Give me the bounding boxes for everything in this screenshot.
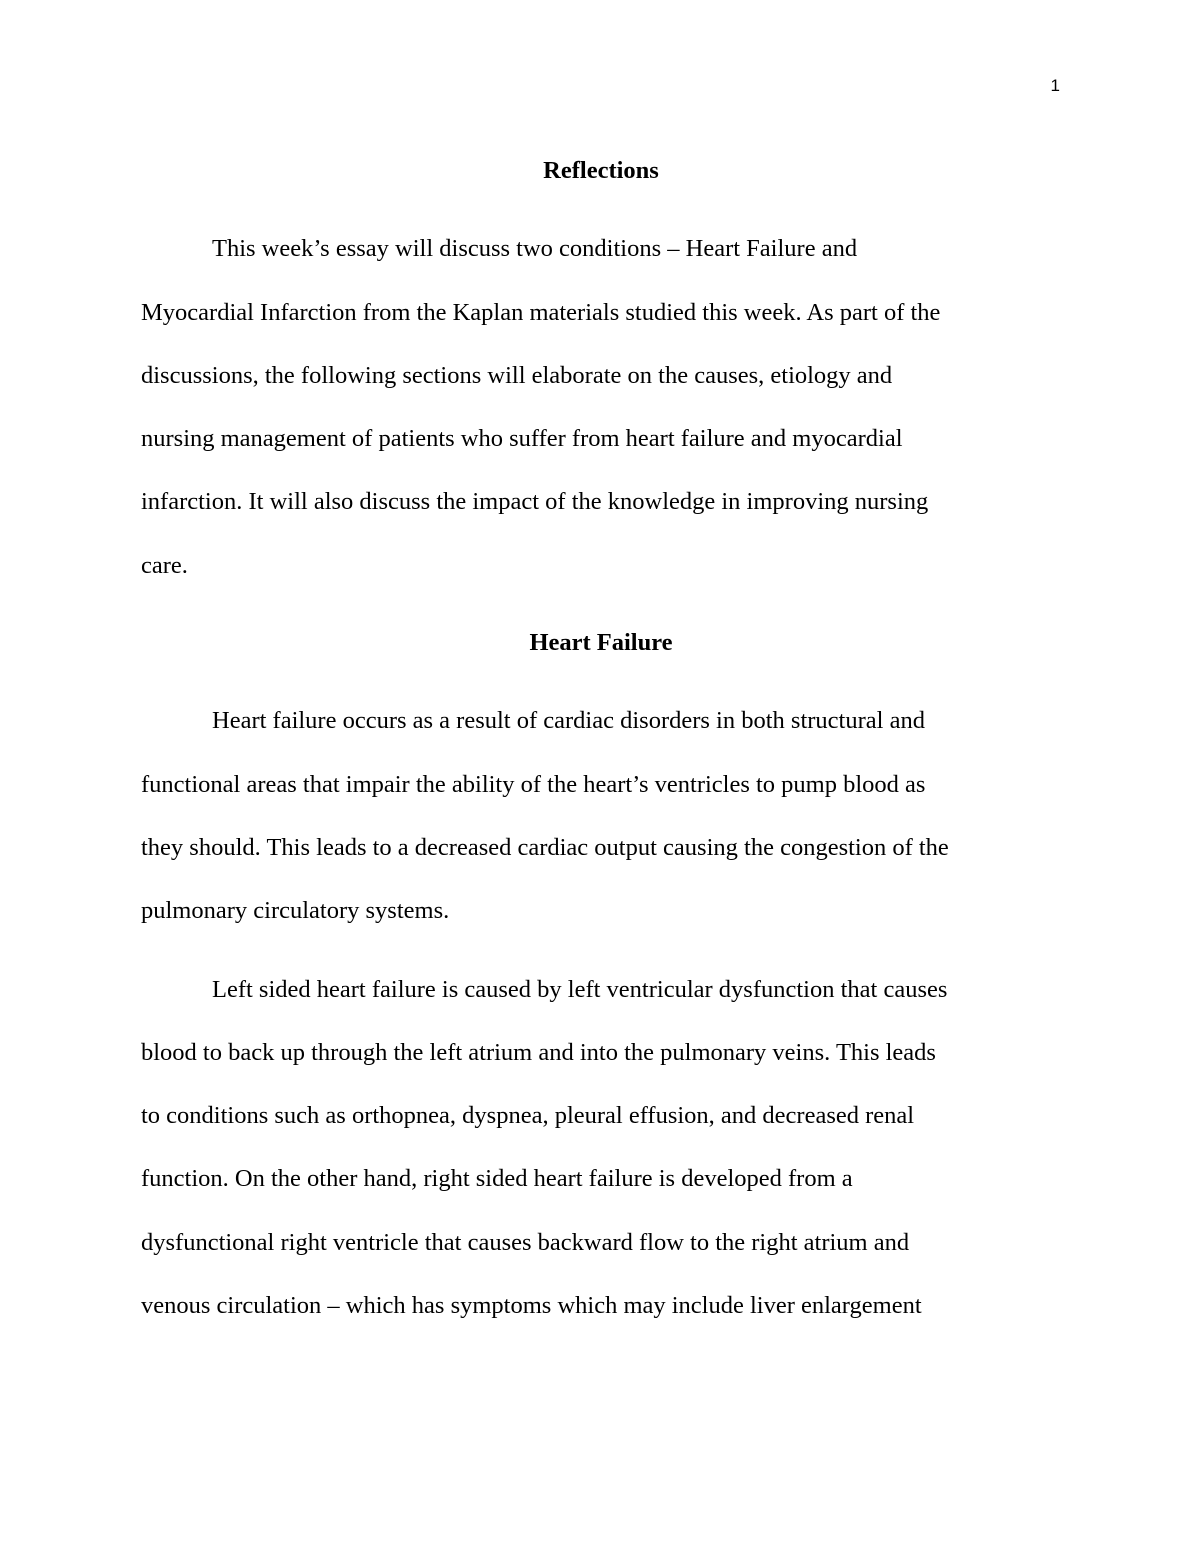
paragraph-line: nursing management of patients who suffer from heart failure and myocardial	[141, 425, 903, 453]
paragraph-line: functional areas that impair the ability of the heart’s ventricles to pump blood as	[141, 770, 926, 798]
page-number: 1	[1050, 76, 1060, 95]
section-heading-heart-failure: Heart Failure	[529, 629, 673, 657]
paragraph-line: Myocardial Infarction from the Kaplan materials studied this week. As part of the	[141, 298, 941, 326]
section-heading-reflections: Reflections	[543, 157, 659, 184]
paragraph-line: care.	[141, 551, 188, 579]
paragraph	[141, 958, 1061, 1338]
paragraph-line: infarction. It will also discuss the impact of the knowledge in improving nursing	[141, 488, 929, 516]
paragraph-line: venous circulation – which has symptoms which may include liver enlargement	[141, 1292, 922, 1320]
paragraph-line: Left sided heart failure is caused by left ventricular dysfunction that causes	[212, 975, 948, 1003]
document-body	[141, 139, 1061, 1337]
paragraph-line: This week’s essay will discuss two conditions – Heart Failure and	[212, 235, 858, 263]
paragraph-line: to conditions such as orthopnea, dyspnea, pleural effusion, and decreased renal	[141, 1102, 915, 1130]
paragraph-line: dysfunctional right ventricle that causes backward flow to the right atrium and	[141, 1228, 910, 1256]
paragraph-line: function. On the other hand, right sided heart failure is developed from a	[141, 1165, 853, 1193]
paragraph-line: Heart failure occurs as a result of cardiac disorders in both structural and	[212, 707, 925, 735]
paragraph-line: discussions, the following sections will elaborate on the causes, etiology and	[141, 361, 893, 389]
paragraph	[141, 217, 1061, 597]
paragraph-line: they should. This leads to a decreased cardiac output causing the congestion of the	[141, 833, 949, 861]
paragraph	[141, 689, 1061, 942]
paragraph-line: pulmonary circulatory systems.	[141, 897, 450, 925]
paragraph-line: blood to back up through the left atrium and into the pulmonary veins. This leads	[141, 1038, 936, 1066]
